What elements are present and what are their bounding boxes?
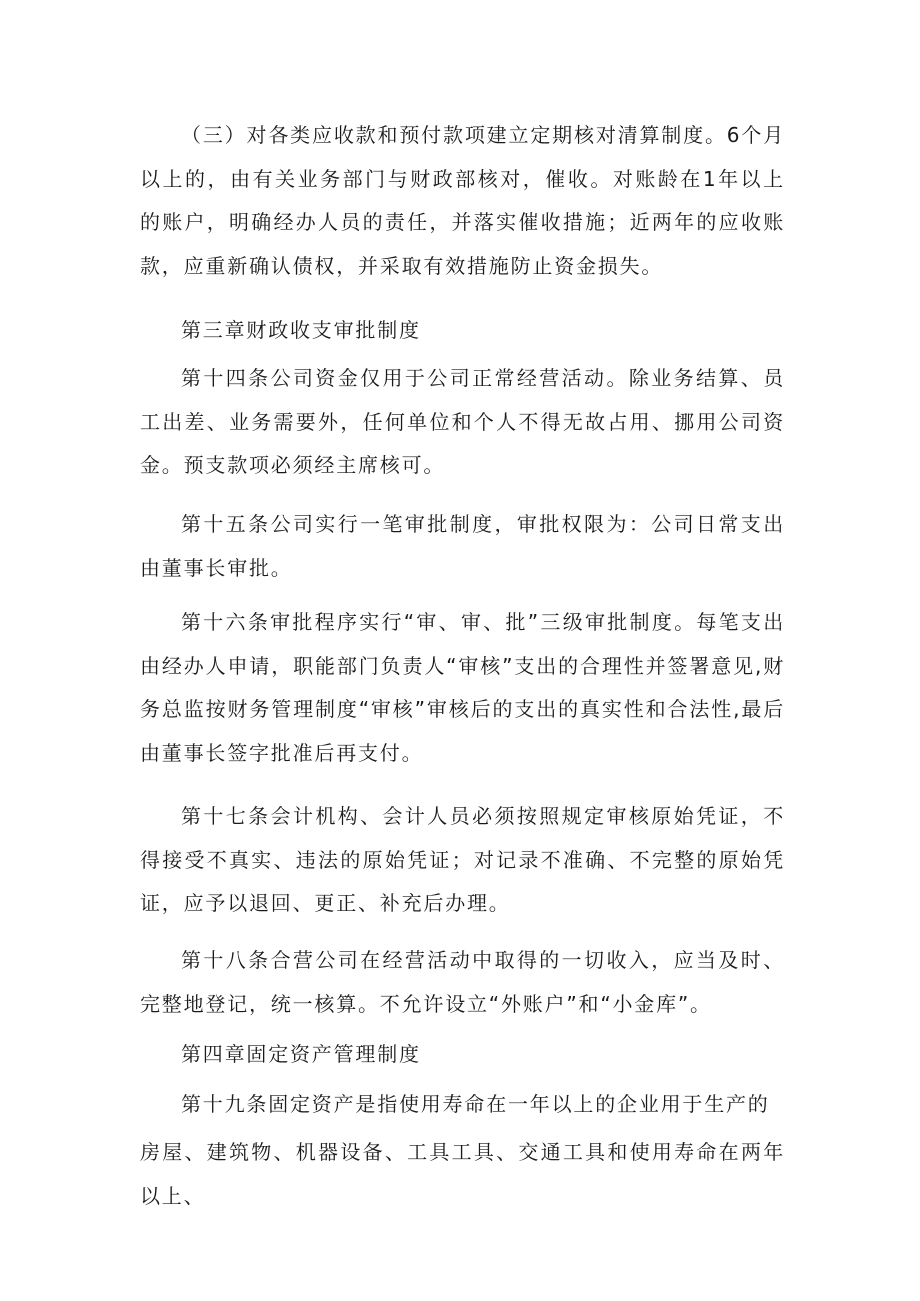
article-19-line-2: 房屋、建筑物、机器设备、工具工具、交通工具和使用寿命在两年以上、	[140, 1140, 785, 1208]
chapter-heading-3: 第三章财政收支审批制度	[181, 318, 421, 342]
paragraph-receivables-clearing: （三）对各类应收款和预付款项建立定期核对清算制度。6个月以上的，由有关业务部门与财政部核对，催收。对账龄在1年以上的账户，明确经办人员的责任，并落实催收措施；近两年的应收账款，应重新确认债权，并采取有效措施防止资金损失。	[140, 123, 785, 278]
article-19-line-1: 第十九条固定资产是指使用寿命在一年以上的企业用于生产的	[181, 1092, 770, 1116]
article-15: 第十五条公司实行一笔审批制度，审批权限为：公司日常支出由董事长审批。	[140, 512, 785, 580]
chapter-heading-4: 第四章固定资产管理制度	[181, 1042, 421, 1066]
article-14: 第十四条公司资金仅用于公司正常经营活动。除业务结算、员工出差、业务需要外，任何单位和个人不得无故占用、挪用公司资金。预支款项必须经主席核可。	[140, 366, 785, 477]
article-17: 第十七条会计机构、会计人员必须按照规定审核原始凭证，不得接受不真实、违法的原始凭证；对记录不准确、不完整的原始凭证，应予以退回、更正、补充后办理。	[140, 804, 785, 915]
article-16: 第十六条审批程序实行“审、审、批”三级审批制度。每笔支出由经办人申请，职能部门负责人“审核”支出的合理性并签署意见,财务总监按财务管理制度“审核”审核后的支出的真实性和合法性,最后由董事长签字批准后再支付。	[140, 610, 785, 765]
article-18: 第十八条合营公司在经营活动中取得的一切收入，应当及时、完整地登记，统一核算。不允许设立“外账户”和“小金库”。	[140, 948, 785, 1016]
